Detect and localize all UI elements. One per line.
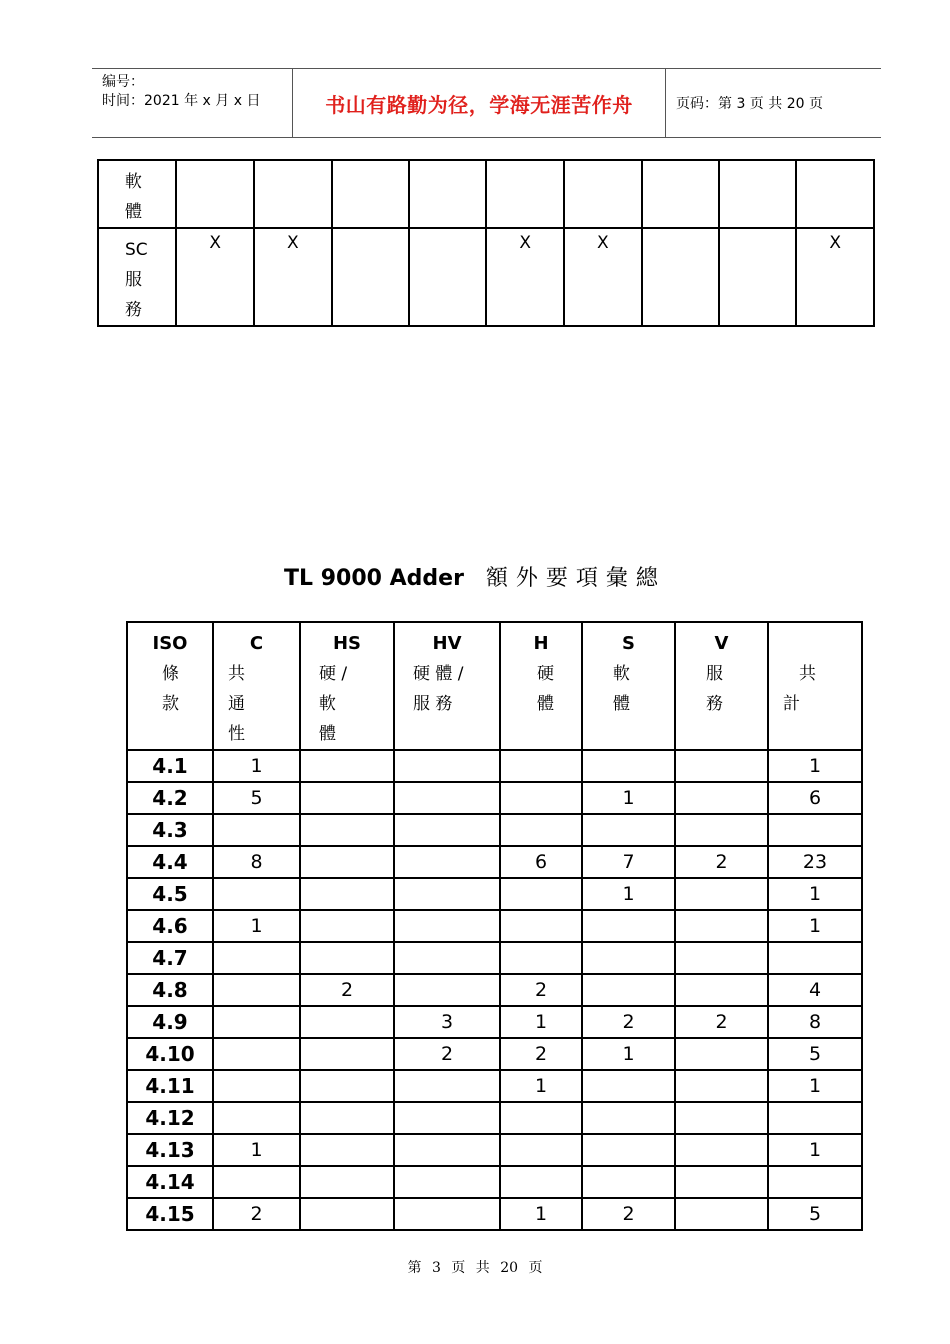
top-table-cell	[409, 228, 486, 326]
count-cell	[768, 1102, 862, 1134]
count-cell	[500, 942, 582, 974]
table-row	[127, 1006, 862, 1038]
count-cell	[213, 1038, 300, 1070]
top-table-cell	[796, 160, 874, 228]
column-label-line: 硬 體 /	[413, 664, 464, 684]
count-cell: 23	[768, 846, 862, 878]
iso-clause-cell: 4.12	[127, 1102, 213, 1134]
summary-header-cell	[300, 622, 394, 750]
count-cell	[500, 878, 582, 910]
column-code: HS	[332, 633, 362, 654]
count-cell	[675, 942, 768, 974]
count-cell: 1	[500, 1070, 582, 1102]
top-table-cell	[719, 160, 796, 228]
top-table-cell	[486, 228, 564, 326]
count-cell	[582, 942, 675, 974]
header-page-info: 页码：第 3 页 共 20 页	[676, 96, 823, 112]
count-cell: 2	[500, 1038, 582, 1070]
count-cell	[500, 782, 582, 814]
count-cell	[675, 1102, 768, 1134]
count-cell	[394, 814, 500, 846]
iso-clause-cell: 4.9	[127, 1006, 213, 1038]
count-cell	[394, 1070, 500, 1102]
column-code: V	[714, 633, 729, 654]
count-cell: 1	[768, 910, 862, 942]
count-cell	[768, 814, 862, 846]
iso-clause-cell: 4.15	[127, 1198, 213, 1230]
iso-clause-cell: 4.4	[127, 846, 213, 878]
iso-clause-cell: 4.6	[127, 910, 213, 942]
cell-mark: X	[286, 233, 299, 253]
count-cell	[394, 942, 500, 974]
page-header	[92, 68, 881, 138]
count-cell: 1	[582, 1038, 675, 1070]
top-table-cell	[332, 160, 409, 228]
count-cell: 1	[500, 1006, 582, 1038]
count-cell: 2	[500, 974, 582, 1006]
iso-clause-cell: 4.3	[127, 814, 213, 846]
column-label-line: 共	[799, 664, 816, 684]
column-label-line: 硬 /	[319, 664, 348, 684]
count-cell: 2	[213, 1198, 300, 1230]
top-table-cell	[564, 228, 642, 326]
top-table-row	[98, 160, 874, 228]
count-cell: 8	[213, 846, 300, 878]
top-table-cell	[486, 160, 564, 228]
count-cell	[394, 1134, 500, 1166]
page-footer: 第 3 页 共 20 页	[407, 1260, 543, 1276]
count-cell: 1	[768, 1070, 862, 1102]
summary-header-cell	[675, 622, 768, 750]
count-cell	[213, 942, 300, 974]
count-cell	[675, 782, 768, 814]
table-row	[127, 1166, 862, 1198]
column-label-line: 計	[783, 694, 800, 714]
top-table-cell	[409, 160, 486, 228]
top-table-cell	[796, 228, 874, 326]
column-label-line: 款	[162, 694, 179, 714]
column-label-line: 服 務	[413, 694, 453, 714]
summary-title	[0, 561, 950, 592]
iso-clause-cell: 4.1	[127, 750, 213, 782]
iso-clause-cell: 4.13	[127, 1134, 213, 1166]
summary-title-cn: 額外要項彙總	[485, 566, 666, 591]
count-cell	[500, 750, 582, 782]
count-cell	[500, 1102, 582, 1134]
count-cell: 1	[500, 1198, 582, 1230]
top-table-cell	[254, 160, 332, 228]
header-motto-cell	[293, 69, 666, 137]
column-code: H	[533, 633, 549, 654]
table-row	[127, 1134, 862, 1166]
column-label-line: 軟	[319, 694, 336, 714]
count-cell	[394, 878, 500, 910]
top-table-cell	[564, 160, 642, 228]
count-cell	[300, 1166, 394, 1198]
summary-header-cell	[582, 622, 675, 750]
count-cell: 6	[500, 846, 582, 878]
count-cell	[675, 974, 768, 1006]
count-cell	[300, 1006, 394, 1038]
count-cell	[582, 750, 675, 782]
count-cell	[300, 846, 394, 878]
top-table-cell	[642, 160, 719, 228]
summary-title-en: TL 9000 Adder	[284, 566, 464, 591]
count-cell	[582, 910, 675, 942]
count-cell: 3	[394, 1006, 500, 1038]
count-cell: 7	[582, 846, 675, 878]
count-cell	[582, 1070, 675, 1102]
table-row	[127, 878, 862, 910]
count-cell	[675, 750, 768, 782]
count-cell	[500, 1134, 582, 1166]
count-cell	[300, 942, 394, 974]
table-row	[127, 1102, 862, 1134]
count-cell	[394, 782, 500, 814]
count-cell	[394, 1102, 500, 1134]
header-meta	[92, 69, 293, 137]
column-label-line: 共	[228, 664, 245, 684]
column-label-line: 體	[537, 694, 554, 714]
column-label-line: 性	[228, 724, 245, 744]
count-cell	[213, 1102, 300, 1134]
count-cell	[675, 910, 768, 942]
column-label-line: 體	[319, 724, 336, 744]
count-cell	[213, 974, 300, 1006]
count-cell: 2	[582, 1006, 675, 1038]
count-cell	[500, 910, 582, 942]
cell-mark: X	[209, 233, 221, 253]
column-label-line: 務	[706, 694, 723, 714]
summary-header-cell	[213, 622, 300, 750]
summary-header-cell	[394, 622, 500, 750]
top-table-row-label	[98, 160, 176, 228]
header-page-cell	[666, 69, 881, 137]
summary-header-cell	[768, 622, 862, 750]
count-cell	[582, 1134, 675, 1166]
count-cell: 1	[768, 878, 862, 910]
count-cell	[675, 1070, 768, 1102]
count-cell	[500, 1166, 582, 1198]
column-code: S	[622, 633, 635, 654]
count-cell	[394, 1198, 500, 1230]
count-cell: 1	[768, 1134, 862, 1166]
count-cell: 1	[582, 782, 675, 814]
count-cell: 6	[768, 782, 862, 814]
count-cell	[394, 910, 500, 942]
row-label-text: SC 服 務	[125, 240, 148, 320]
count-cell: 2	[582, 1198, 675, 1230]
column-label-line: 條	[162, 664, 179, 684]
count-cell	[300, 878, 394, 910]
table-row	[127, 814, 862, 846]
iso-clause-cell: 4.14	[127, 1166, 213, 1198]
top-table-cell	[642, 228, 719, 326]
count-cell	[768, 942, 862, 974]
count-cell	[300, 1198, 394, 1230]
count-cell: 4	[768, 974, 862, 1006]
column-label-line: 體	[613, 694, 630, 714]
header-motto: 书山有路勤为径，学海无涯苦作舟	[325, 92, 633, 117]
cell-mark: X	[596, 233, 609, 253]
count-cell: 1	[768, 750, 862, 782]
summary-header-cell	[127, 622, 213, 750]
count-cell	[675, 1038, 768, 1070]
count-cell	[394, 750, 500, 782]
count-cell	[300, 814, 394, 846]
count-cell: 5	[768, 1198, 862, 1230]
count-cell	[300, 750, 394, 782]
summary-header-cell	[500, 622, 582, 750]
count-cell	[500, 814, 582, 846]
top-table-cell	[176, 160, 254, 228]
row-label-text: 軟 體	[125, 172, 142, 222]
count-cell: 1	[213, 1134, 300, 1166]
summary-table	[126, 621, 863, 1231]
count-cell: 5	[213, 782, 300, 814]
count-cell: 5	[768, 1038, 862, 1070]
count-cell	[582, 974, 675, 1006]
column-label-line: 服	[706, 664, 723, 684]
iso-clause-cell: 4.8	[127, 974, 213, 1006]
count-cell	[675, 1198, 768, 1230]
column-label-line: 硬	[537, 664, 554, 684]
top-table-cell	[176, 228, 254, 326]
table-row	[127, 1070, 862, 1102]
table-row	[127, 910, 862, 942]
iso-clause-cell: 4.5	[127, 878, 213, 910]
table-row	[127, 846, 862, 878]
iso-clause-cell: 4.11	[127, 1070, 213, 1102]
top-table-row	[98, 228, 874, 326]
count-cell	[394, 846, 500, 878]
table-row	[127, 942, 862, 974]
count-cell: 1	[582, 878, 675, 910]
count-cell: 1	[213, 750, 300, 782]
count-cell	[675, 1134, 768, 1166]
count-cell	[768, 1166, 862, 1198]
iso-clause-cell: 4.2	[127, 782, 213, 814]
count-cell	[675, 878, 768, 910]
column-code: C	[249, 633, 264, 654]
count-cell	[300, 1070, 394, 1102]
count-cell	[300, 1038, 394, 1070]
table-row	[127, 1198, 862, 1230]
table-row	[127, 782, 862, 814]
table-row	[127, 750, 862, 782]
count-cell: 8	[768, 1006, 862, 1038]
count-cell	[300, 910, 394, 942]
count-cell	[582, 1166, 675, 1198]
iso-clause-cell: 4.7	[127, 942, 213, 974]
top-table-cell	[254, 228, 332, 326]
top-table-cell	[719, 228, 796, 326]
column-code	[769, 629, 861, 659]
count-cell	[300, 1134, 394, 1166]
top-table-row-label	[98, 228, 176, 326]
count-cell	[213, 814, 300, 846]
count-cell	[213, 1166, 300, 1198]
count-cell	[213, 1070, 300, 1102]
summary-header-row	[127, 622, 862, 750]
count-cell	[300, 1102, 394, 1134]
count-cell	[394, 1166, 500, 1198]
table-row	[127, 974, 862, 1006]
count-cell	[675, 814, 768, 846]
cell-mark: X	[519, 233, 531, 253]
column-code: ISO	[152, 633, 188, 654]
column-code: HV	[432, 633, 462, 654]
document-time-label: 时间：2021 年 x 月 x 日	[102, 93, 261, 109]
count-cell: 2	[675, 1006, 768, 1038]
column-label-line: 軟	[613, 664, 630, 684]
count-cell: 2	[675, 846, 768, 878]
cell-mark: X	[829, 233, 841, 253]
count-cell: 2	[300, 974, 394, 1006]
count-cell	[394, 974, 500, 1006]
iso-clause-cell: 4.10	[127, 1038, 213, 1070]
count-cell	[300, 782, 394, 814]
count-cell	[582, 814, 675, 846]
count-cell: 2	[394, 1038, 500, 1070]
count-cell	[213, 1006, 300, 1038]
count-cell	[582, 1102, 675, 1134]
top-table	[97, 159, 875, 327]
top-table-cell	[332, 228, 409, 326]
count-cell	[675, 1166, 768, 1198]
table-row	[127, 1038, 862, 1070]
count-cell: 1	[213, 910, 300, 942]
count-cell	[213, 878, 300, 910]
column-label-line: 通	[228, 694, 245, 714]
document-number-label: 编号：	[102, 74, 144, 90]
